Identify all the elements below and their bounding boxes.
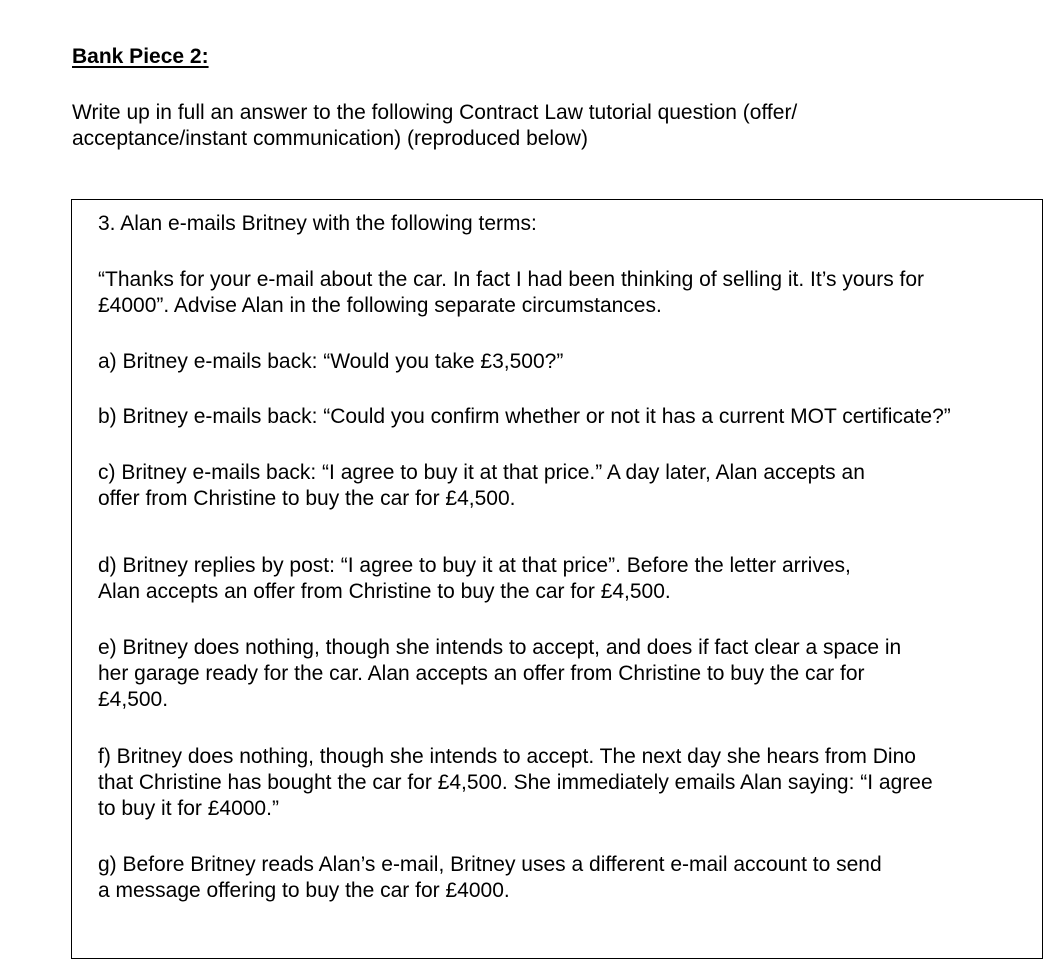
offer-quote-paragraph	[98, 267, 998, 319]
part-g	[98, 852, 882, 904]
quote-line: “Thanks for your e-mail about the car. In fact I had been thinking of selling it. It’s yours for	[98, 268, 925, 291]
part-d	[98, 553, 851, 605]
part-a	[98, 349, 563, 375]
page-title: Bank Piece 2:	[72, 45, 209, 68]
part-f	[98, 744, 1014, 822]
part-g-line: g) Before Britney reads Alan’s e-mail, Britney uses a different e-mail account to send	[98, 853, 882, 876]
part-c-line: c) Britney e-mails back: “I agree to buy it at that price.” A day later, Alan accepts an	[98, 461, 865, 484]
intro-paragraph	[72, 100, 952, 152]
part-f-line: to buy it for £4000.”	[98, 797, 279, 820]
part-d-line: Alan accepts an offer from Christine to buy the car for £4,500.	[98, 580, 671, 603]
question-stem-text: 3. Alan e-mails Britney with the following terms:	[98, 212, 537, 235]
part-a-line: a) Britney e-mails back: “Would you take £3,500?”	[98, 350, 564, 373]
part-g-line: a message offering to buy the car for £4000.	[98, 879, 510, 902]
intro-line: Write up in full an answer to the following Contract Law tutorial question (offer/	[72, 101, 798, 124]
part-b-line: b) Britney e-mails back: “Could you confirm whether or not it has a current MOT certificate?”	[98, 405, 951, 428]
part-f-line: f) Britney does nothing, though she intends to accept. The next day she hears from Dino	[98, 745, 916, 768]
part-c	[98, 460, 865, 512]
part-e	[98, 635, 901, 713]
question-stem	[98, 211, 537, 237]
part-e-line: her garage ready for the car. Alan accepts an offer from Christine to buy the car for	[98, 662, 865, 685]
part-e-line: £4,500.	[98, 688, 169, 711]
part-e-line: e) Britney does nothing, though she intends to accept, and does if fact clear a space in	[98, 636, 902, 659]
intro-line: acceptance/instant communication) (reproduced below)	[72, 127, 588, 150]
part-f-line: that Christine has bought the car for £4,500. She immediately emails Alan saying: “I agree	[98, 771, 933, 794]
part-d-line: d) Britney replies by post: “I agree to buy it at that price”. Before the letter arrives,	[98, 554, 851, 577]
quote-line: £4000”. Advise Alan in the following separate circumstances.	[98, 294, 662, 317]
part-c-line: offer from Christine to buy the car for £4,500.	[98, 487, 516, 510]
part-b	[98, 404, 951, 430]
